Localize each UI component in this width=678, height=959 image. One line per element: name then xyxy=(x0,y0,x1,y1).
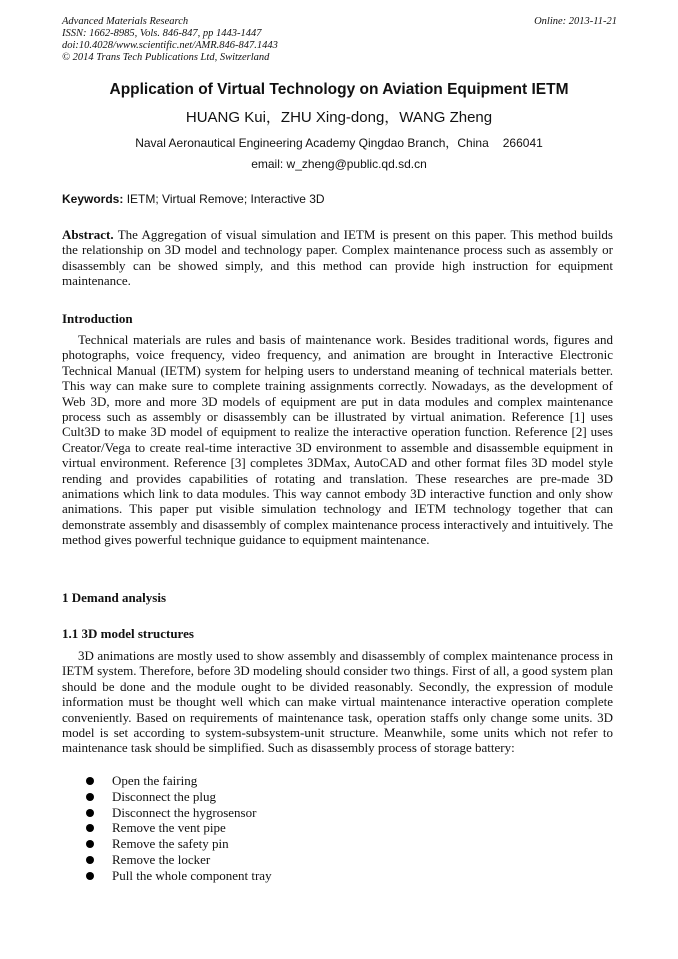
list-item-text: Open the fairing xyxy=(112,773,198,788)
affiliation xyxy=(0,134,678,151)
list-item-text: Remove the vent pipe xyxy=(112,820,226,836)
introduction-text: Technical materials are rules and basis of maintenance work. Besides traditional words, figures and photographs, voice frequency, video frequency, and animation are brought in Interactive Electronic Technical Manual (IETM) system for helping users to understand meaning of technical materials better. This way can make sure to complete training assignments correctly. Nowadays, as the development of Web 3D, more and more 3D models of equipment are put in data modules and complex maintenance process such as assembly or disassembly can be illustrated by virtual animation. Reference [1] uses Cult3D to make 3D model of equipment to realize the interactive operation function. Reference [2] uses Creator/Vega to create real-time interactive 3D environment to assemble and disassemble equipment in virtual environment. Reference [3] completes 3DMax, AutoCAD and other format files 3D model style rending and provides capabilities of rotating and translation. These researches are pre-made 3D animations which link to data modules. This way cannot embody 3D interactive function and only show animations. This paper put visible simulation technology and IETM technology together that can demonstrate assembly and disassembly of complex maintenance process interactively and intuitively. The method gives powerful technique guidance to equipment maintenance. xyxy=(62,332,613,548)
list-item-text: Disconnect the plug xyxy=(112,788,216,804)
journal-name: Advanced Materials Research xyxy=(62,16,189,27)
doi[interactable]: doi:10.4028/www.scientific.net/AMR.846-847.1443 xyxy=(62,40,278,51)
bullet-icon xyxy=(86,840,94,848)
bullet-icon xyxy=(86,793,94,801)
list-item xyxy=(86,868,272,884)
disassembly-steps-list xyxy=(86,773,272,884)
abstract-text: The Aggregation of visual simulation and IETM is present on this paper. This method builds the relationship on 3D model and technology paper. Complex maintenance process such as assembly or disassembly can be showed simply, and this method can provide high instruction for equipment maintenance. xyxy=(62,227,613,289)
list-item xyxy=(86,805,272,821)
section-1-1-text: 3D animations are mostly used to show assembly and disassembly of complex maintenance process in IETM system. Therefore, before 3D modeling should consider two things. First of all, a good system plan should be done and the module ought to be divided reasonably. Secondly, the expression of module information must be thought well which can make virtual maintenance interactive operation complete conveniently. Based on requirements of maintenance task, operation staffs only change some units. 3D model is set according to system-subsystem-unit structure. Meanwhile, some units which not refer to maintenance task should be simplified. Such as disassembly process of storage battery: xyxy=(62,648,613,756)
email[interactable]: email: w_zheng@public.qd.sd.cn xyxy=(251,157,427,171)
list-item-text: Remove the safety pin xyxy=(112,836,229,852)
affiliation-zip: 266041 xyxy=(502,136,543,150)
list-item xyxy=(86,836,272,852)
list-item-text: Pull the whole component tray xyxy=(112,867,272,883)
abstract xyxy=(62,227,613,289)
section-1-1-heading: 1.1 3D model structures xyxy=(62,626,194,641)
issn: ISSN: 1662-8985, Vols. 846-847, pp 1443-1447 xyxy=(62,28,262,39)
section-1-heading: 1 Demand analysis xyxy=(62,590,167,605)
bullet-icon xyxy=(86,872,94,880)
copyright: © 2014 Trans Tech Publications Ltd, Switzerland xyxy=(62,52,270,63)
bullet-icon xyxy=(86,777,94,785)
list-item xyxy=(86,820,272,836)
bullet-icon xyxy=(86,856,94,864)
keywords-text: IETM; Virtual Remove; Interactive 3D xyxy=(123,192,325,206)
authors: HUANG Kui，ZHU Xing-dong，WANG Zheng xyxy=(185,109,493,126)
paper-title: Application of Virtual Technology on Aviation Equipment IETM xyxy=(109,81,569,98)
online-date: Online: 2013-11-21 xyxy=(534,16,617,27)
affiliation-name: Naval Aeronautical Engineering Academy Qingdao Branch，China xyxy=(135,136,489,150)
list-item-text: Remove the locker xyxy=(112,851,211,867)
keywords xyxy=(62,192,617,206)
bullet-icon xyxy=(86,824,94,832)
list-item xyxy=(86,789,272,805)
abstract-label: Abstract. xyxy=(62,227,114,242)
keywords-label: Keywords: xyxy=(62,192,124,206)
journal-header xyxy=(62,16,617,64)
list-item-text: Disconnect the hygrosensor xyxy=(112,804,257,820)
list-item xyxy=(86,773,272,789)
bullet-icon xyxy=(86,809,94,817)
list-item xyxy=(86,852,272,868)
introduction-heading: Introduction xyxy=(62,311,133,326)
